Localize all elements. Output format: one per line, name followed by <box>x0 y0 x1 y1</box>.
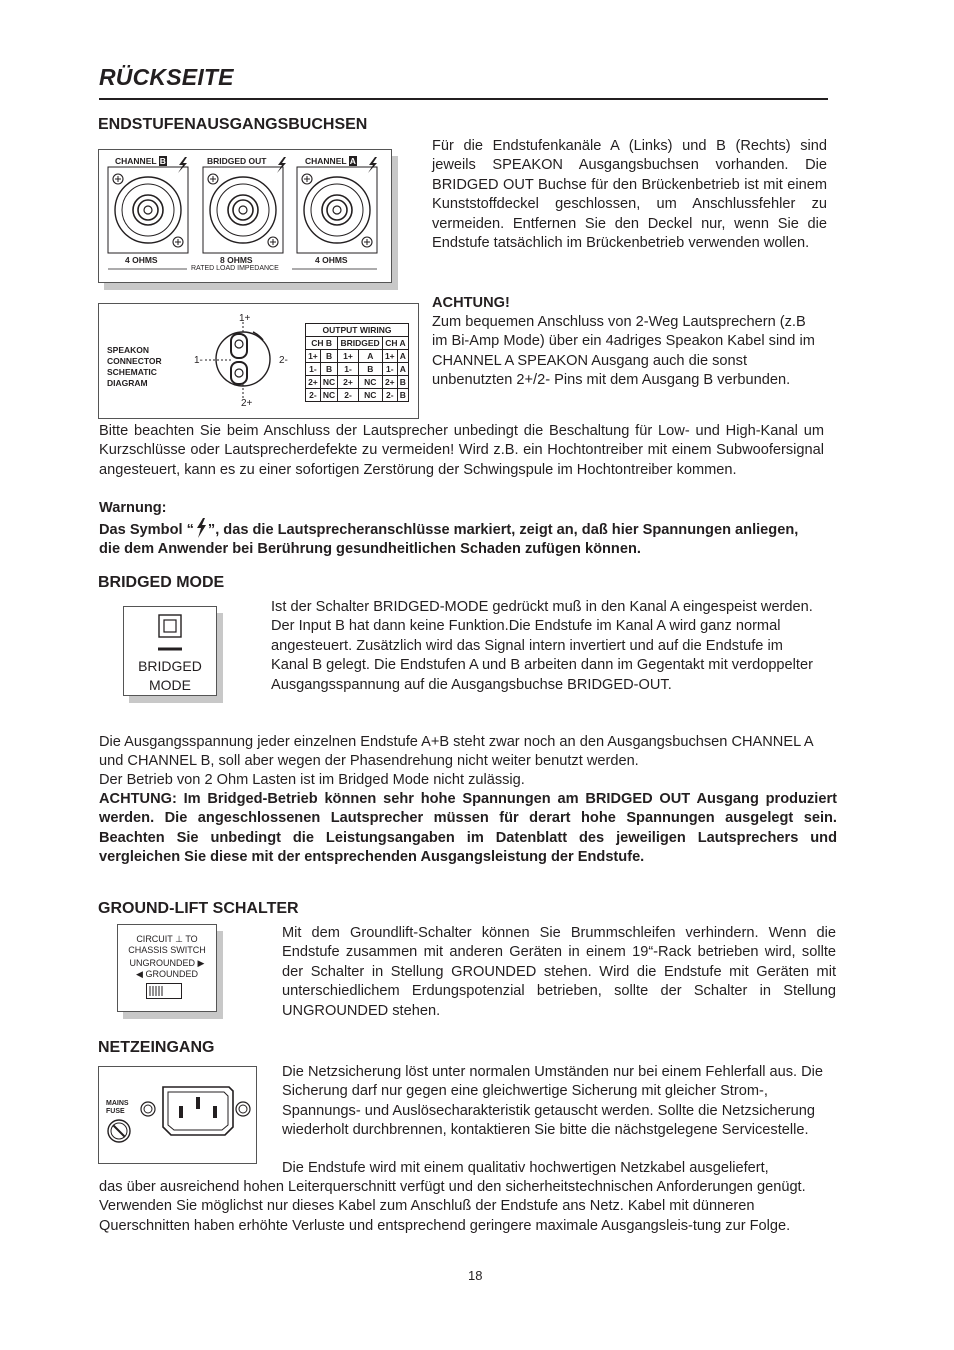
groundlift-label: ◀ GROUNDED <box>136 969 198 979</box>
table-cell: NC <box>320 376 337 389</box>
attention-text: Zum bequemen Anschluss von 2-Weg Lautsprechern (z.B im Bi-Amp Mode) über ein 4adriges Speakon Kabel sind im CHANNEL A SPEAKON Ausgang auch die sonst unbenutzten 2+/2- Pins mit dem Ausgang B verbunden. <box>432 314 815 389</box>
groundlift-label: CIRCUIT ⊥ TO <box>136 934 198 944</box>
table-cell: 1- <box>306 363 321 376</box>
mains-heading: NETZEINGANG <box>98 1039 215 1056</box>
channel-a-letter: A <box>349 156 356 166</box>
page-number: 18 <box>468 1268 483 1283</box>
mains-label: MAINS <box>106 1100 129 1107</box>
groundlift-heading: GROUND-LIFT SCHALTER <box>98 900 299 917</box>
table-cell: NC <box>358 389 382 402</box>
table-cell: B <box>397 376 408 389</box>
bridged-para2: Der Betrieb von 2 Ohm Lasten ist im Bridged Mode nicht zulässig. <box>99 772 525 788</box>
outputs-intro: Für die Endstufenkanäle A (Links) und B (Rechts) sind jeweils SPEAKON Ausgangsbuchsen vorhanden. Die BRIDGED OUT Buchse für den Brückenbetrieb ist mit einem Kunststoffdeckel geschlossen, um Anschlussfehler zu vermeiden. Entfernen Sie den Deckel nur, wenn Sie die Endstufe tatsächlich im Brückenbetrieb verwenden wollen. <box>432 138 827 252</box>
fuse-holder-icon <box>108 1120 130 1142</box>
bridged-out-label: BRIDGED OUT <box>207 156 267 166</box>
table-cell: A <box>397 350 408 363</box>
bridged-mode-switch-panel <box>123 606 217 696</box>
table-cell: 2+ <box>382 376 397 389</box>
speakon-pin-diagram <box>193 312 293 412</box>
lightning-icon <box>194 518 208 538</box>
warning-text-end: ”, das die Lautsprecheranschlüsse markiert, zeigt an, daß hier Spannungen anliegen, die dem Anwender bei Berührung gesundheitlichen Schaden zufügen können. <box>99 522 799 558</box>
table-cell: B <box>358 363 382 376</box>
table-row <box>306 376 409 389</box>
table-cell: NC <box>320 389 337 402</box>
channel-a-label: CHANNEL <box>305 156 347 166</box>
table-cell: 2- <box>306 389 321 402</box>
table-cell: 2- <box>382 389 397 402</box>
table-cell: NC <box>358 376 382 389</box>
impedance-label: RATED LOAD IMPEDANCE <box>191 265 279 272</box>
wiring-note: Bitte beachten Sie beim Anschluss der Lautsprecher unbedingt die Beschaltung für Low- und High-Kanal um Kurzschlüsse oder Lautsprecherdefekte zu vermeiden! Wird z.B. ein Hochtontreiber mit einem Subwoofersignal angesteuert, kann es zu einer sofortigen Zerstörung der Schwingspule im Hochtontreiber kommen. <box>99 423 824 478</box>
output-wiring-table <box>305 323 409 402</box>
schematic-label-line: SPEAKON <box>107 345 150 355</box>
warning-text-start: Das Symbol “ <box>99 522 194 538</box>
warning-heading: Warnung: <box>99 500 167 516</box>
bridged-switch-label: BRIDGED <box>138 658 202 674</box>
bridged-intro: Ist der Schalter BRIDGED-MODE gedrückt muß in den Kanal A eingespeist werden. Der Input B hat dann keine Funktion.Die Endstufe im Kanal A wird ganz normal angesteuert. Zusätzlich wird das Signal intern invertiert und auf die Endstufe im Kanal B gelegt. Die Endstufen A und B arbeiten dann im Gegentakt mit verdoppelter Ausgangsspannung auf die Ausgangsbuchse BRIDGED-OUT. <box>271 599 813 693</box>
speakon-connector-bridged <box>208 174 278 247</box>
schematic-label-line: SCHEMATIC <box>107 367 157 377</box>
outputs-heading: ENDSTUFENAUSGANGSBUCHSEN <box>98 116 368 133</box>
speakon-connector-a <box>302 174 372 247</box>
table-cell: 1- <box>338 363 359 376</box>
wiring-header: CH A <box>382 337 408 350</box>
warning-text <box>99 518 819 560</box>
table-cell: 2- <box>338 389 359 402</box>
table-cell: 1+ <box>382 350 397 363</box>
table-cell: 1+ <box>338 350 359 363</box>
groundlift-label: UNGROUNDED ▶ <box>129 958 205 968</box>
schematic-label-line: CONNECTOR <box>107 356 162 366</box>
table-row <box>306 363 409 376</box>
bridged-attention: ACHTUNG: Im Bridged-Betrieb können sehr hohe Spannungen am BRIDGED OUT Ausgang produziert werden. Die angeschlossenen Lautsprecher müssen für derart hohe Spannungen ausgelegt sein. Beachten Sie unbedingt die Leistungsangaben im Datenblatt des jeweiligen Lautsprechers und vergleichen Sie diese mit der entsprechenden Ausgangsleistung der Endstufe. <box>99 791 837 866</box>
pin-label-bottom: 2+ <box>241 398 253 409</box>
mains-text1: Die Netzsicherung löst unter normalen Umständen nur bei einem Fehlerfall aus. Die Sicherung darf nur gegen eine gleichwertige Sicherung mit gleicher Strom-, Spannungs- und Auslösecharakteristik getauscht werden. Sollte die Netzsicherung wiederholt durchbrennen, kontaktieren Sie bitte die nächstgelegene Servicestelle. <box>282 1064 824 1139</box>
slide-switch-icon <box>146 983 182 999</box>
table-cell: A <box>358 350 382 363</box>
channel-b-label: CHANNEL <box>115 156 157 166</box>
speakon-schematic-panel <box>98 303 419 419</box>
bridged-switch-label: MODE <box>149 677 191 693</box>
table-cell: B <box>320 350 337 363</box>
wiring-header: CH B <box>306 337 338 350</box>
page-title: RÜCKSEITE <box>99 64 234 90</box>
ohm-label-mid: 8 OHMS <box>220 255 253 265</box>
attention-heading: ACHTUNG! <box>432 295 510 311</box>
ohm-label-right: 4 OHMS <box>315 255 348 265</box>
groundlift-text: Mit dem Groundlift-Schalter können Sie Brummschleifen verhindern. Wenn die Endstufe zusammen mit anderen Geräten in einem 19“-Rack betrieben wird, sollte der Schalter in Stellung GROUNDED stehen. Wird die Endstufe mit Geräten mit unterschiedlichem Erdungspotenzial betrieben, sollte der Schalter in Stellung UNGROUNDED stehen. <box>282 925 836 1019</box>
wiring-header: BRIDGED <box>338 337 383 350</box>
speakon-connector-b <box>113 174 183 247</box>
table-cell: B <box>397 389 408 402</box>
speakon-output-panel <box>98 149 392 283</box>
push-button-icon <box>124 607 216 657</box>
mains-text2-rest: das über ausreichend hohen Leiterquerschnitt verfügt und den sicherheitstechnischen Anforderungen genügt. Verwenden Sie möglichst nur dieses Kabel zum Anschluß der Endstufe ans Netz. Kabel mit dünneren Querschnitten haben erhöhte Verluste und entsprechend geringere maximale Ausgangsleis-tung zur Folge. <box>99 1179 806 1234</box>
table-row <box>306 350 409 363</box>
bridged-para1: Die Ausgangsspannung jeder einzelnen Endstufe A+B steht zwar noch an den Ausgangsbuchsen CHANNEL A und CHANNEL B, soll aber wegen der Phasendrehung nicht weiter benutzt werden. <box>99 734 813 770</box>
table-cell: 2+ <box>306 376 321 389</box>
mains-inlet-panel <box>98 1066 257 1164</box>
groundlift-label: CHASSIS SWITCH <box>128 945 206 955</box>
wiring-table-title: OUTPUT WIRING <box>306 324 409 337</box>
channel-b-letter: B <box>159 156 166 166</box>
groundlift-switch-panel <box>117 924 217 1012</box>
mains-text2-start: Die Endstufe wird mit einem qualitativ hochwertigen Netzkabel ausgeliefert, <box>282 1160 769 1176</box>
table-cell: B <box>320 363 337 376</box>
table-cell: 2+ <box>338 376 359 389</box>
schematic-label-line: DIAGRAM <box>107 378 148 388</box>
pin-label-right: 2- <box>279 355 288 366</box>
table-cell: 1+ <box>306 350 321 363</box>
pin-label-top: 1+ <box>239 313 251 324</box>
table-row <box>306 389 409 402</box>
iec-inlet-drawing <box>99 1067 256 1163</box>
power-socket-icon <box>163 1087 233 1135</box>
title-rule <box>99 98 828 100</box>
table-cell: 1- <box>382 363 397 376</box>
bridged-heading: BRIDGED MODE <box>98 574 225 591</box>
table-cell: A <box>397 363 408 376</box>
mains-label: FUSE <box>106 1108 125 1115</box>
pin-label-left: 1- <box>194 355 203 366</box>
ohm-label-left: 4 OHMS <box>125 255 158 265</box>
